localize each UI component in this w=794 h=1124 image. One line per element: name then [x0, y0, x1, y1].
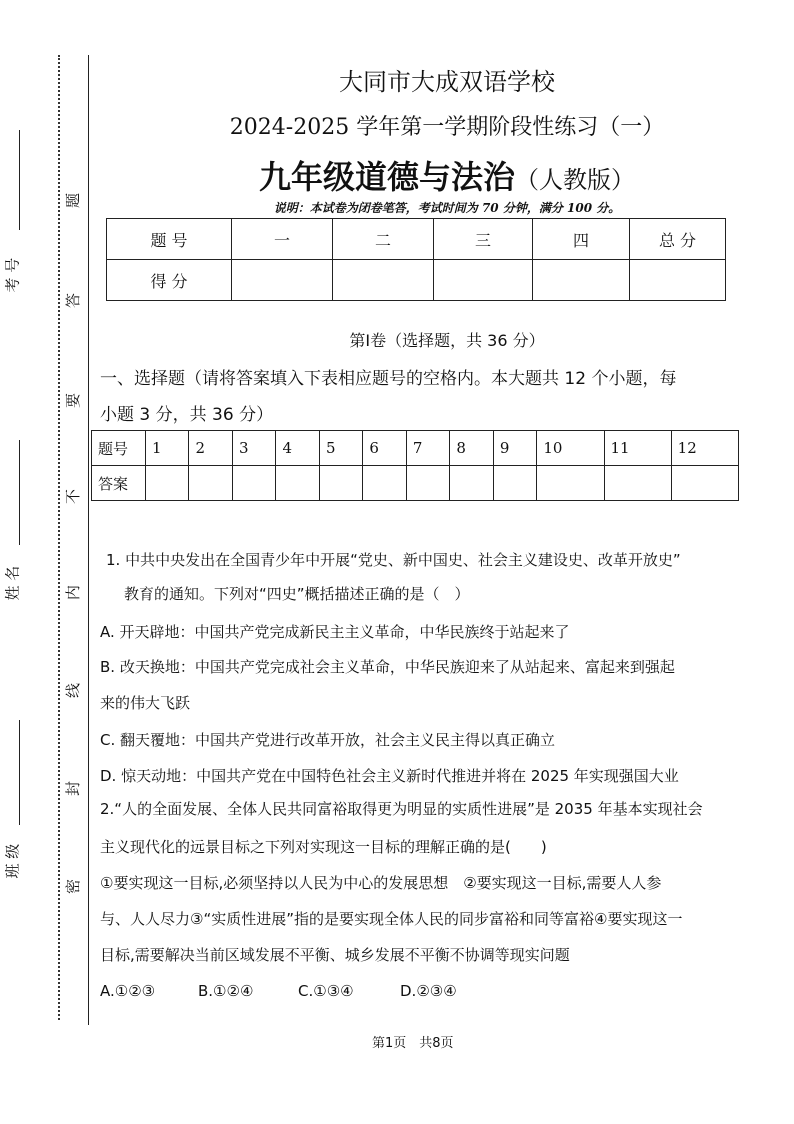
answer-cell[interactable] — [363, 466, 406, 501]
seal-char: 答 — [64, 292, 83, 309]
score-header-cell: 四 — [533, 219, 630, 260]
class-label: 班 级 — [3, 843, 22, 879]
score-row-label: 得 分 — [107, 260, 232, 301]
binding-solid-line — [88, 55, 89, 1025]
question-number: 7 — [406, 431, 449, 466]
q2-option: D.②③④ — [400, 982, 457, 1000]
q2-stem-line-1: 2.“人的全面发展、全体人民共同富裕取得更为明显的实质性进展”是 2035 年基本实现社会 — [100, 800, 703, 818]
answer-row-label: 答案 — [92, 466, 146, 501]
answer-row-label: 题号 — [92, 431, 146, 466]
q2-statement-line-3: 目标,需要解决当前区域发展不平衡、城乡发展不平衡不协调等现实问题 — [100, 946, 570, 964]
question-number: 3 — [232, 431, 275, 466]
question-number: 9 — [493, 431, 536, 466]
score-header-cell: 二 — [333, 219, 434, 260]
score-header-cell: 一 — [232, 219, 333, 260]
score-table-header-row — [107, 219, 726, 260]
student-name-label: 姓 名 — [3, 565, 22, 601]
score-table — [106, 218, 726, 301]
answer-cell[interactable] — [319, 466, 362, 501]
answer-cell[interactable] — [189, 466, 232, 501]
score-header-cell: 题 号 — [107, 219, 232, 260]
q2-stem-line-2: 主义现代化的远景目标之下列对实现这一目标的理解正确的是( ) — [100, 838, 547, 856]
q2-option: B.①②④ — [198, 982, 254, 1000]
question-number: 11 — [604, 431, 671, 466]
seal-char: 封 — [64, 780, 83, 797]
term-title: 2024-2025 学年第一学期阶段性练习（一） — [229, 115, 665, 140]
exam-number-line — [19, 130, 20, 230]
subject-name: 九年级道德与法治 — [258, 158, 515, 196]
answer-cell[interactable] — [146, 466, 189, 501]
q2-option: A.①②③ — [100, 982, 156, 1000]
score-cell[interactable] — [533, 260, 630, 301]
instruction-line-2: 小题 3 分，共 36 分） — [100, 405, 274, 425]
section-title: 第Ⅰ卷（选择题，共 36 分） — [349, 331, 545, 350]
q2-statement-line-2: 与、人人尽力③“实质性进展”指的是要实现全体人民的同步富裕和同等富裕④要实现这一 — [100, 910, 683, 928]
q1-option-d: D. 惊天动地：中国共产党在中国特色社会主义新时代推进并将在 2025 年实现强国大业 — [100, 767, 679, 785]
student-name-line — [19, 440, 20, 545]
seal-char: 内 — [64, 584, 83, 601]
answer-cell[interactable] — [232, 466, 275, 501]
answer-cell[interactable] — [671, 466, 738, 501]
q1-stem-line-2: 教育的通知。下列对“四史”概括描述正确的是（ ） — [124, 585, 470, 603]
score-table-value-row — [107, 260, 726, 301]
seal-char: 不 — [64, 488, 83, 505]
question-number: 10 — [537, 431, 604, 466]
subject-title — [100, 152, 794, 198]
answer-number-row — [92, 431, 739, 466]
q1-option-b-line-1: B. 改天换地：中国共产党完成社会主义革命，中华民族迎来了从站起来、富起来到强起 — [100, 658, 675, 676]
answer-cell[interactable] — [537, 466, 604, 501]
q1-option-b-line-2: 来的伟大飞跃 — [100, 694, 191, 712]
answer-cell[interactable] — [276, 466, 319, 501]
question-number: 1 — [146, 431, 189, 466]
score-cell[interactable] — [630, 260, 726, 301]
exam-number-label: 考 号 — [3, 257, 22, 293]
q2-option: C.①③④ — [298, 982, 354, 1000]
q1-stem-line-1: 1. 中共中央发出在全国青少年中开展“党史、新中国史、社会主义建设史、改革开放史” — [106, 551, 681, 569]
question-number: 12 — [671, 431, 738, 466]
edition-label: （人教版） — [515, 166, 635, 194]
score-header-cell: 总 分 — [630, 219, 726, 260]
class-line — [19, 720, 20, 825]
q2-statement-line-1: ①要实现这一目标,必须坚持以人民为中心的发展思想 ②要实现这一目标,需要人人参 — [100, 874, 662, 892]
answer-table — [91, 430, 739, 501]
exam-note: 说明：本试卷为闭卷笔答，考试时间为 70 分钟，满分 100 分。 — [273, 201, 621, 215]
q1-option-a: A. 开天辟地：中国共产党完成新民主主义革命，中华民族终于站起来了 — [100, 623, 570, 641]
seal-char: 要 — [64, 392, 83, 409]
question-number: 4 — [276, 431, 319, 466]
answer-cell[interactable] — [493, 466, 536, 501]
score-cell[interactable] — [434, 260, 533, 301]
score-cell[interactable] — [232, 260, 333, 301]
seal-char: 题 — [64, 192, 83, 209]
answer-cell[interactable] — [604, 466, 671, 501]
question-number: 8 — [450, 431, 493, 466]
score-cell[interactable] — [333, 260, 434, 301]
answer-cell[interactable] — [450, 466, 493, 501]
question-number: 5 — [319, 431, 362, 466]
seal-char: 密 — [64, 878, 83, 895]
score-header-cell: 三 — [434, 219, 533, 260]
answer-cell[interactable] — [406, 466, 449, 501]
school-name: 大同市大成双语学校 — [339, 68, 555, 96]
binding-dotted-line — [58, 55, 60, 1020]
question-number: 2 — [189, 431, 232, 466]
q1-option-c: C. 翻天覆地：中国共产党进行改革开放，社会主义民主得以真正确立 — [100, 731, 556, 749]
seal-char: 线 — [64, 682, 83, 699]
question-number: 6 — [363, 431, 406, 466]
answer-value-row — [92, 466, 739, 501]
instruction-line-1: 一、选择题（请将答案填入下表相应题号的空格内。本大题共 12 个小题，每 — [100, 369, 677, 389]
page-footer: 第1页 共8页 — [372, 1036, 454, 1051]
